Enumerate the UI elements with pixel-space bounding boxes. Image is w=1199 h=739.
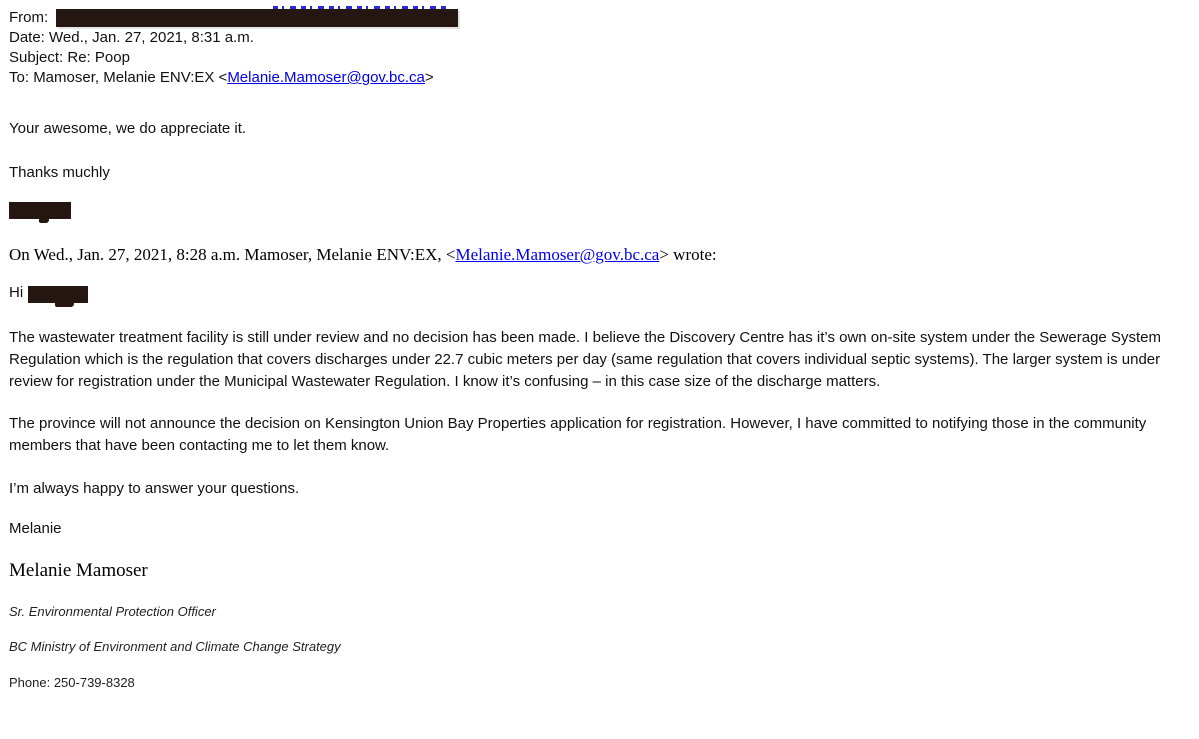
to-email-link[interactable]: Melanie.Mamoser@gov.bc.ca (227, 69, 425, 86)
sender-name-redaction-bar (9, 202, 71, 219)
signature-name: Melanie Mamoser (9, 560, 148, 581)
attribution-suffix: > wrote: (659, 245, 717, 264)
quoted-paragraph-3: I’m always happy to answer your questions. (9, 480, 300, 497)
sender-name-redacted-line (9, 202, 1190, 220)
subject-line (9, 48, 1190, 68)
from-redaction-bar (56, 9, 458, 27)
quoted-paragraph-1: The wastewater treatment facility is still under review and no decision has been made. I believe the Discovery Centre has it’s own on-site system under the Sewerage System Regulation which is the regulation that covers discharges under 22.7 cubic meters per day (same regulation that covers individual septic systems). The larger system is under review for registration under the Municipal Wastewater Regulation. I know it’s confusing – in this case size of the discharge matters. (9, 329, 1161, 390)
greeting-text: Hi (9, 284, 24, 301)
attribution-email-link[interactable]: Melanie.Mamoser@gov.bc.ca (455, 245, 660, 264)
subject-value: Re: Poop (67, 49, 130, 66)
to-bracket-close: > (424, 69, 434, 86)
from-line (9, 8, 1190, 28)
to-bracket-open: < (218, 69, 228, 86)
to-label: To: (9, 69, 30, 86)
from-label: From: (9, 9, 49, 26)
date-line (9, 28, 1190, 48)
signature-title: Sr. Environmental Protection Officer (9, 604, 216, 619)
quoted-paragraph-2: The province will not announce the decision on Kensington Union Bay Properties application for registration. However, I have committed to notifying those in the community members that have been contacting me to let them know. (9, 415, 1147, 454)
redaction-descender (39, 218, 49, 223)
quoted-attribution-line (9, 245, 1190, 265)
to-name: Mamoser, Melanie ENV:EX (33, 69, 215, 86)
signature-phone: Phone: 250-739-8328 (9, 675, 135, 690)
redaction-descender (55, 303, 74, 307)
quoted-greeting-line (9, 283, 1190, 303)
reply-body-line: Your awesome, we do appreciate it. (9, 120, 247, 137)
redacted-email-peek (273, 6, 450, 9)
greeting-redaction-bar (28, 286, 88, 303)
date-label: Date: (9, 29, 45, 46)
date-value: Wed., Jan. 27, 2021, 8:31 a.m. (49, 29, 254, 46)
to-line (9, 68, 1190, 88)
reply-thanks-line: Thanks muchly (9, 164, 110, 181)
attribution-prefix: On Wed., Jan. 27, 2021, 8:28 a.m. Mamoser, Melanie ENV:EX, < (9, 245, 456, 264)
signature-org: BC Ministry of Environment and Climate Change Strategy (9, 639, 341, 654)
subject-label: Subject: (9, 49, 64, 66)
signoff: Melanie (9, 520, 62, 537)
